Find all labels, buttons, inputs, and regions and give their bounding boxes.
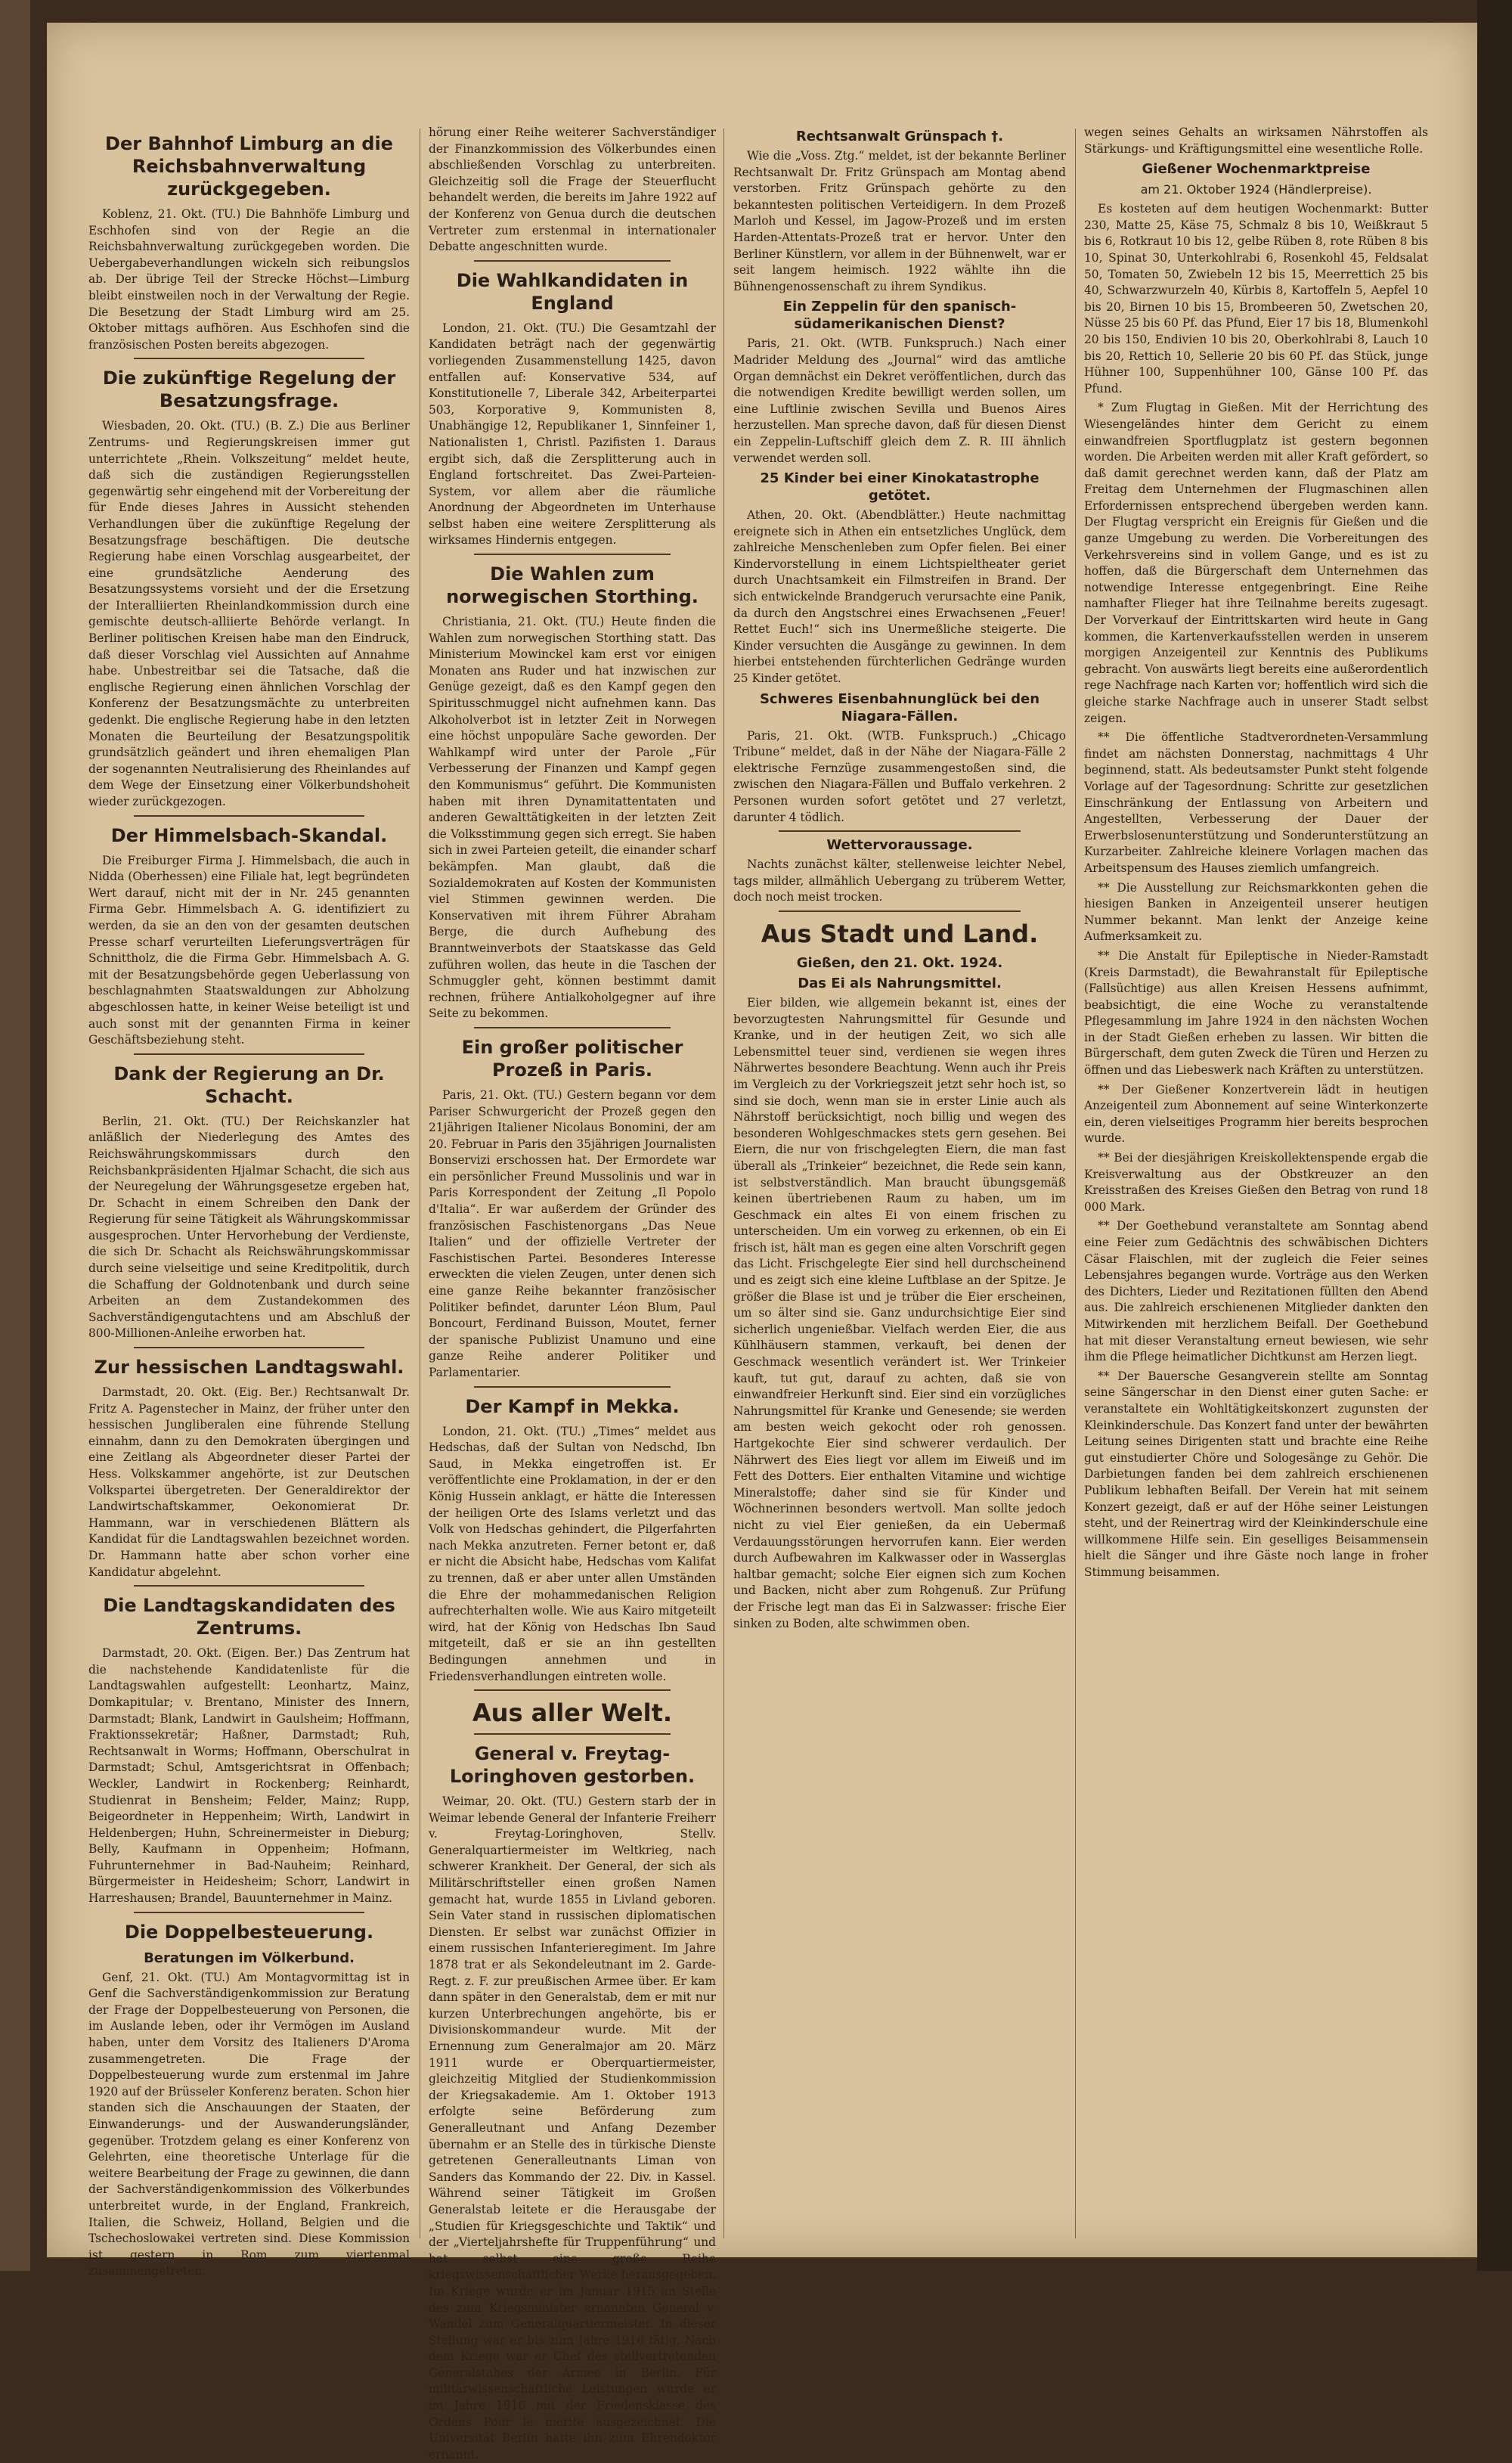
page-gutter-left <box>0 0 30 2271</box>
article-body: * Zum Flugtag in Gießen. Mit der Herrichtung des Wiesengeländes hinter dem Gericht zu einem einwandfreien Sportflugplatz ist gestern begonnen worden. Die Arbeiten werden mit aller Kraft gefördert, so daß damit gerechnet werden kann, daß der Platz am Freitag dem Unternehmen der Flugmaschinen allen Erfordernissen entsprechend übergeben werden kann. Der Flugtag verspricht ein Ereignis für Gießen und die ganze Umgebung zu werden. Die Vorbereitungen des Verkehrsvereins sind in vollem Gange, und es ist zu hoffen, daß die Bürgerschaft dem Unternehmen das notwendige Interesse entgegenbringt. Eine Reihe namhafter Flieger hat ihre Teilnahme bereits zugesagt. Der Vorverkauf der Eintrittskarten wird heute in Gang kommen, die Kartenverkaufsstellen werden in unserem morgigen Anzeigenteil zur Kenntnis des Publikums gebracht. Von auswärts liegt bereits eine außerordentlich rege Nachfrage nach Karten vor; hoffentlich wird sich die gleiche starke Nachfrage auch in unserer Stadt selbst zeigen. <box>1084 401 1428 725</box>
article-body: Weimar, 20. Okt. (TU.) Gestern starb der in Weimar lebende General der Infanterie Freiherr v. Freytag-Loringhoven, Stellv. Generalquartiermeister im Weltkrieg, nach schwerer Krankheit. Der General, der sich als Militärschriftsteller einen großen Namen gemacht hat, wurde 1855 in Livland geboren. Sein Vater stand in russischen diplomatischen Diensten. Er selbst war zunächst Offizier in einem russischen Infanterieregiment. Im Jahre 1878 trat er als Sekondeleutnant im 2. Garde-Regt. z. F. zur preußischen Armee über. Er kam dann später in den Generalstab, dem er mit nur kurzen Unterbrechungen angehörte, bis er Divisionskommandeur wurde. Mit der Ernennung zum Generalmajor am 20. März 1911 wurde er Oberquartiermeister, gleichzeitig Mitglied der Studienkommission der Kriegsakademie. Am 1. Oktober 1913 erfolgte seine Beförderung zum Generalleutnant und Anfang Dezember übernahm er an Stelle des in türkische Dienste getretenen Generalleutnants Liman von Sanders das Kommando der 22. Div. in Kassel. Während seiner Tätigkeit im Großen Generalstab leitete er die Herausgabe der „Studien für Kriegsgeschichte und Taktik“ und der „Vierteljahrshefte für Truppenführung“ und hat selbst eine große Reihe kriegswissenschaftlicher Werke herausgegeben. Im Kriege wurde er im Januar 1915 an Stelle des zum Kriegsminister ernannten General v. Wandel zum Generalquartiermeister. In dieser Stellung war er bis zum Jahre 1916 tätig. Nach dem Kriege war er Chef des stellvertretenden Generalstabes der Armee in Berlin. Für militärwissenschaftliche Leistungen wurde er im Jahre 1916 mit der Friedensklasse des Ordens Pour le mérite ausgezeichnet. Die Universität Berlin hatte ihn zum Ehrendoktor ernannt. <box>429 1795 716 2461</box>
article-body: Koblenz, 21. Okt. (TU.) Die Bahnhöfe Limburg und Eschhofen sind von der Regie an die Reichsbahnverwaltung zurückgegeben worden. Die Uebergabeverhandlungen wickeln sich reibungslos ab. Der übrige Teil der Strecke Höchst—Limburg bleibt einstweilen noch in der Verwaltung der Regie. Die Besetzung der Stadt Limburg wird am 25. Oktober mittags aufhören. Aus Eschhofen sind die französischen Posten bereits abgezogen. <box>88 207 410 352</box>
article-body: Paris, 21. Okt. (WTB. Funkspruch.) „Chicago Tribune“ meldet, daß in der Nähe der Niagara-Fälle 2 elektrische Fernzüge zusammengestoßen sind, die zwischen den Niagara-Fällen und Buffalo verkehren. 2 Personen wurden sofort getötet und 27 verletzt, darunter 4 tödlich. <box>733 728 1066 824</box>
divider <box>134 1347 364 1348</box>
section-title: Aus aller Welt. <box>472 1698 673 1728</box>
headline: General v. Freytag-Loringhoven gestorben. <box>449 1743 696 1788</box>
page-gutter-right <box>1477 0 1512 2271</box>
article-body: Wie die „Voss. Ztg.“ meldet, ist der bekannte Berliner Rechtsanwalt Dr. Fritz Grünspach am Montag abend verstorben. Fritz Grünspach gehörte zu den bekanntesten politischen Verteidigern. In dem Prozeß Marloh und Kessel, im Jagow-Prozeß und im ersten Harden-Attentats-Prozeß trat er hervor. Unter den Berliner Künstlern, vor allem in der Bühnenwelt, war er seit langem heimisch. 1922 wählte ihn die Bühnengenossenschaft zu ihrem Syndikus. <box>733 149 1066 293</box>
article-body: Nachts zunächst kälter, stellenweise leichter Nebel, tags milder, allmählich Uebergang zu trüberem Wetter, doch noch meist trocken. <box>733 858 1066 904</box>
article-body: Es kosteten auf dem heutigen Wochenmarkt: Butter 230, Matte 25, Käse 75, Schmalz 8 bis 10, Weißkraut 5 bis 6, Rotkraut 10 bis 12, gelbe Rüben 8, rote Rüben 8 bis 10, Spinat 30, Unterkohlrabi 6, Rosenkohl 45, Feldsalat 50, Tomaten 50, Zwiebeln 12 bis 15, Meerrettich 25 bis 40, Schwarzwurzeln 40, Kürbis 8, Kartoffeln 5, Aepfel 10 bis 20, Birnen 10 bis 15, Brombeeren 50, Zwetschen 20, Nüsse 25 bis 60 Pf. das Pfund, Eier 17 bis 18, Blumenkohl 20 bis 150, Endivien 10 bis 20, Oberkohlrabi 8, Lauch 10 bis 20, Rettich 10, Sellerie 20 bis 60 Pf. das Stück, junge Hühner 100, Suppenhühner 100, Gänse 100 Pf. das Pfund. <box>1084 202 1428 396</box>
divider <box>779 830 1021 832</box>
article-body: Wiesbaden, 20. Okt. (TU.) (B. Z.) Die aus Berliner Zentrums- und Regierungskreisen immer gut unterrichtete „Rhein. Volkszeitung“ meldet heute, daß sich die zuständigen Regierungsstellen gegenwärtig sehr eingehend mit der Vorbereitung der für Ende dieses Jahres in Aussicht stehenden Verhandlungen über die zukünftige Regelung der Besatzungsfrage beschäftigen. Die deutsche Regierung habe einen Vorschlag ausgearbeitet, der eine grundsätzliche Aenderung des Besatzungssystems vorsieht und der die Ersetzung der Interalliierten Rheinlandkommission durch eine gemischte deutsch-alliierte Behörde verlangt. In Berliner politischen Kreisen habe man den Eindruck, daß dieser Vorschlag viel Aussichten auf Annahme habe. Unbestreitbar sei die Tatsache, daß die englische Regierung einen ähnlichen Vorschlag der Konferenz der Besatzungsmächte zu unterbreiten gedenkt. Die englische Regierung habe in den letzten Monaten die Beurteilung der Besatzungspolitik grundsätzlich geändert und ihren ehemaligen Plan der sogenannten Neutralisierung des Rheinlandes auf dem Wege der Einsetzung einer Völkerbundshoheit wieder zurückgezogen. <box>88 419 410 808</box>
headline: Die Doppelbesteuerung. <box>124 1921 374 1943</box>
divider <box>474 554 671 555</box>
divider <box>134 1053 364 1055</box>
headline: Die Wahlen zum norwegischen Storthing. <box>446 563 699 608</box>
article-body: London, 21. Okt. (TU.) Die Gesamtzahl der Kandidaten beträgt nach der gegenwärtig vorliegenden Zusammenstellung 1425, davon entfallen auf: Konservative 534, auf Konstitutionelle 7, Liberale 342, Arbeiterpartei 503, Korporative 9, Kommunisten 8, Unabhängige 12, Republikaner 1, Sinnfeiner 1, Nationalisten 1, Christl. Pazifisten 1. Daraus ergibt sich, daß die Zersplitterung auch in England fortschreitet. Das Zwei-Parteien-System, vor allem aber die räumliche Anordnung der Abgeordneten im Unterhause selbst haben eine weitere Zersplitterung als wirksames Hindernis entgegen. <box>429 321 716 548</box>
article-body: Eier bilden, wie allgemein bekannt ist, eines der bevorzugtesten Nahrungsmittel für Gesunde und Kranke, und in der heutigen Zeit, wo sich alle Lebensmittel teuer sind, verdienen sie wegen ihres Nährwertes besondere Beachtung. Wenn auch ihr Preis im Vergleich zu der Vorkriegszeit jetzt sehr hoch ist, so sind sie doch, wenn man sie in erster Linie auch als Nährstoff berücksichtigt, noch billig und wegen des besonderen Wohlgeschmackes stets gern gesehen. Bei Eiern, die nur von frischgelegten Eiern, die man fast überall als „Trinkeier“ bezeichnet, die Rede sein kann, ist selbstverständlich. Man braucht übungsgemäß keinen übertriebenen Raum zu haben, um im Geschmack ein altes Ei von einem frischen zu unterscheiden. Um ein vorweg zu erkennen, ob ein Ei frisch ist, hält man es gegen eine alten Vorschrift gegen das Licht. Frischgelegte Eier sind hell durchscheinend und es zeigt sich eine kleine Luftblase an der Spitze. Je größer die Blase ist und je trüber die Eier erscheinen, um so älter sind sie. Ganz undurchsichtige Eier sind sicherlich ungenießbar. Vielfach werden Eier, die aus Kühlhäusern stammen, verkauft, bei denen der Geschmack wesentlich verändert ist. Wer Trinkeier kauft, tut gut, darauf zu achten, daß sie von einwandfreier Herkunft sind. Eier sind ein vorzügliches Nahrungsmittel für Kranke und Genesende; sie werden am besten weich gekocht oder roh genossen. Hartgekochte Eier sind schwerer verdaulich. Der Nährwert des Eies liegt vor allem im Eiweiß und im Fett des Dotters. Eier enthalten Vitamine und wichtige Mineralstoffe; daher sind sie für Kinder und Wöchnerinnen besonders wertvoll. Man sollte jedoch nicht zu viel Eier genießen, da ein Uebermaß Verdauungsstörungen hervorrufen kann. Eier werden durch Aufbewahren im Kalkwasser oder in Wasserglas haltbar gemacht; solche Eier eignen sich zum Kochen und Backen, nicht aber zum Rohgenuß. Zur Prüfung der Frische legt man das Ei in Salzwasser: frische Eier sinken zu Boden, alte schwimmen oben. <box>733 995 1066 1630</box>
headline: Der Bahnhof Limburg an die Reichsbahnverwaltung zurückgegeben. <box>105 133 393 200</box>
headline: 25 Kinder bei einer Kinokatastrophe getötet. <box>760 470 1040 504</box>
subheadline: Beratungen im Völkerbund. <box>144 1950 355 1966</box>
dateline: Gießen, den 21. Okt. 1924. <box>796 954 1003 971</box>
divider <box>474 260 671 262</box>
headline: Dank der Regierung an Dr. Schacht. <box>113 1062 385 1107</box>
subheadline: am 21. Oktober 1924 (Händlerpreise). <box>1140 182 1372 197</box>
article-body: ** Die öffentliche Stadtverordneten-Versammlung findet am nächsten Donnerstag, nachmittags 4 Uhr beginnend, statt. Als bedeutsamster Punkt steht folgende Vorlage auf der Tagesordnung: Schritte zur gesetzlichen Einschränkung der Entlassung von Arbeitern und Angestellten, Verbesserung der Dauer der Erwerbslosenunterstützung und Sonderunterstützung an Kurzarbeiter. Zahlreiche kleinere Vorlagen machen das Arbeitspensum des Hauses ziemlich umfangreich. <box>1084 731 1428 875</box>
article-body: London, 21. Okt. (TU.) „Times“ meldet aus Hedschas, daß der Sultan von Nedschd, Ibn Saud, in Mekka eingetroffen ist. Er veröffentlichte eine Proklamation, in der er den König Hussein anklagt, er hätte die Interessen der heiligen Orte des Islams verletzt und das Volk von Hedschas gehindert, die Pilgerfahrten nach Mekka anzutreten. Ferner betont er, daß er nicht die Absicht habe, Hedschas vom Kalifat zu trennen, daß er aber unter allen Umständen die Ehre der mohammedanischen Religion aufrechterhalten wolle. Wie aus Kairo mitgeteilt wird, hat der König von Hedschas Ibn Saud mitgeteilt, daß er sie an ihn gestellten Bedingungen annehmen und in Friedensverhandlungen eintreten wolle. <box>429 1424 716 1683</box>
divider <box>474 1733 671 1735</box>
article-body: Paris, 21. Okt. (TU.) Gestern begann vor dem Pariser Schwurgericht der Prozeß gegen den 21jährigen Italiener Nicolaus Bonomini, der am 20. Februar in Paris den 35jährigen Journalisten Bonservizi erschossen hat. Der Ermordete war ein persönlicher Freund Mussolinis und war in Paris Korrespondent der Zeitung „Il Popolo d'Italia“. Er war außerdem der Gründer des französischen Faschistenorgans „Das Neue Italien“ und der offizielle Vertreter der Faschistischen Partei. Besonderes Interesse erweckten die vielen Zeugen, unter denen sich eine ganze Reihe bekannter französischer Politiker befindet, darunter Léon Blum, Paul Boncourt, Ferdinand Buisson, Moutet, ferner der spanische Publizist Unamuno und eine ganze Reihe anderer Politiker und Parlamentarier. <box>429 1087 716 1379</box>
headline: Das Ei als Nahrungsmittel. <box>798 975 1002 991</box>
headline: Ein großer politischer Prozeß in Paris. <box>461 1036 683 1081</box>
article-body: ** Bei der diesjährigen Kreiskollektenspende ergab die Kreisverwaltung aus der Obstkreuzer an den Kreisstraßen des Kreises Gießen den Betrag von rund 18 000 Mark. <box>1084 1151 1428 1214</box>
divider <box>134 815 364 817</box>
headline: Gießener Wochenmarktpreise <box>1142 161 1371 178</box>
newspaper-page <box>47 23 1477 2461</box>
article-body: Genf, 21. Okt. (TU.) Am Montagvormittag ist in Genf die Sachverständigenkommission zur Beratung der Frage der Doppelbesteuerung von Personen, die im Auslande leben, oder ihr Vermögen im Ausland haben, unter dem Vorsitz des Italieners D'Aroma zusammengetreten. Die Frage der Doppelbesteuerung wurde zum erstenmal im Jahre 1920 auf der Brüsseler Konferenz beraten. Schon hier standen sich die Anschauungen der Staaten, der Einwanderungs- und der Auswanderungsländer, gegenüber. Trotzdem gelang es einer Konferenz von Gelehrten, eine theoretische Unterlage für die weitere Bearbeitung der Frage zu gewinnen, die dann der Sachverständigenkommission des Völkerbundes unterbreitet wurde, in der England, Frankreich, Italien, die Schweiz, Holland, Belgien und die Tschechoslowakei vertreten sind. Diese Kommission ist gestern in Rom zum viertenmal zusammengetreten. <box>88 1970 410 2278</box>
article-body: ** Die Ausstellung zur Reichsmarkkonten gehen die hiesigen Banken in Anzeigenteil unserer heutigen Nummer bekannt. Man lenkt der Anzeige keine Aufmerksamkeit zu. <box>1084 880 1428 944</box>
article-body: ** Der Bauersche Gesangverein stellte am Sonntag seine Sängerschar in den Dienst einer guten Sache: er veranstaltete ein Wohltätigkeitskonzert zugunsten der Kleinkinderschule. Das Konzert fand unter der bewährten Leitung seines Dirigenten statt und brachte eine Reihe gut einstudierter Chöre und Sologesänge zu Gehör. Die Darbietungen fanden bei dem zahlreich erschienenen Publikum lebhaften Beifall. Der Verein hat mit seinem Konzert gezeigt, daß er auf der Höhe seiner Leistungen steht, und der Reinertrag wird der Kleinkinderschule eine willkommene Hilfe sein. Ein geselliges Beisammensein hielt die Sänger und ihre Gäste noch lange in froher Stimmung beisammen. <box>1084 1369 1428 1579</box>
column-rule <box>723 129 724 2238</box>
headline: Die Landtagskandidaten des Zentrums. <box>103 1595 395 1639</box>
divider <box>779 910 1021 912</box>
column-2 <box>429 125 716 2461</box>
divider <box>134 1585 364 1587</box>
article-body: Paris, 21. Okt. (WTB. Funkspruch.) Nach einer Madrider Meldung des „Journal“ wird das amtliche Organ demnächst ein Dekret veröffentlichen, durch das die notwendigen Kredite bewilligt werden sollen, um eine Luftlinie zwischen Sevilla und Buenos Aires herzustellen. Man spreche davon, daß für diesen Dienst ein Zeppelin-Luftschiff gleich dem Z. R. III ähnlich verwendet werden soll. <box>733 337 1066 465</box>
headline: Zur hessischen Landtagswahl. <box>94 1357 404 1379</box>
headline: Ein Zeppelin für den spanisch-südamerikanischen Dienst? <box>782 299 1017 333</box>
divider <box>134 358 364 359</box>
article-body: Berlin, 21. Okt. (TU.) Der Reichskanzler hat anläßlich der Niederlegung des Amtes des Reichswährungskommissars durch den Reichsbankpräsidenten Hjalmar Schacht, die sich aus der Neuregelung der Währungsgesetze ergeben hat, Dr. Schacht in einem Schreiben den Dank der Regierung für seine Tätigkeit als Währungskommissar ausgesprochen. Unter Hervorhebung der Verdienste, die sich Dr. Schacht als Reichswährungskommissar durch seine vielseitige und seine Kreditpolitik, durch die Schaffung der Goldnotenbank und durch seine Arbeiten an dem Zustandekommen des Sachverständigengutachtens und am Abschluß der 800-Millionen-Anleihe erworben hat. <box>88 1114 411 1341</box>
headline: Wettervoraussage. <box>826 837 973 854</box>
article-body: Athen, 20. Okt. (Abendblätter.) Heute nachmittag ereignete sich in Athen ein entsetzliches Unglück, dem zahlreiche Menschenleben zum Opfer fielen. Bei einer Kindervorstellung in einem Lichtspieltheater geriet durch Unachtsamkeit ein Filmstreifen in Brand. Der sich entwickelnde Brandgeruch verursachte eine Panik, da durch den Angstschrei eines Erwachsenen „Feuer! Rettet Euch!“ sich ins Unermeßliche steigerte. Die Kinder versuchten die Ausgänge zu gewinnen. In dem hierbei entstehenden fürchterlichen Gedränge wurden 25 Kinder getötet. <box>733 508 1066 686</box>
headline: Die zukünftige Regelung der Besatzungsfrage. <box>102 368 396 412</box>
article-body: ** Der Goethebund veranstaltete am Sonntag abend eine Feier zum Gedächtnis des schwäbischen Dichters Cäsar Flaischlen, mit der zugleich die Feier seines Lebensjahres begangen wurde. Vorträge aus den Werken des Dichters, Lieder und Rezitationen füllten den Abend aus. Die zahlreich erschienenen Mitglieder dankten den Mitwirkenden mit herzlichem Beifall. Der Goethebund hat mit dieser Veranstaltung erneut bewiesen, wie sehr ihm die Pflege heimatlicher Dichtkunst am Herzen liegt. <box>1084 1219 1428 1364</box>
article-body: wegen seines Gehalts an wirksamen Nährstoffen als Stärkungs- und Kräftigungsmittel eine wesentliche Rolle. <box>1084 126 1428 156</box>
headline: Der Himmelsbach-Skandal. <box>110 824 388 846</box>
headline: Rechtsanwalt Grünspach †. <box>795 129 1004 144</box>
column-1 <box>88 125 411 2278</box>
column-rule <box>1075 129 1076 2238</box>
headline: Der Kampf in Mekka. <box>465 1395 680 1417</box>
divider <box>474 1386 671 1388</box>
divider <box>474 1689 671 1691</box>
divider <box>134 1912 364 1913</box>
article-body: Darmstadt, 20. Okt. (Eigen. Ber.) Das Zentrum hat die nachstehende Kandidatenliste für die Landtagswahlen aufgestellt: Leonhartz, Mainz, Domkapitular; v. Brentano, Minister des Innern, Darmstadt; Blank, Landwirt in Gaulsheim; Hoffmann, Fraktionssekretär; Haßner, Darmstadt; Ruh, Rechtsanwalt in Worms; Hoffmann, Oberschulrat in Darmstadt; Schul, Amtsgerichtsrat in Offenbach; Weckler, Landwirt in Rockenberg; Reinhardt, Studienrat in Bensheim; Felder, Mainz; Rupp, Beigeordneter in Heppenheim; Wirth, Landwirt in Heldenbergen; Huhn, Schreinermeister in Dieburg; Belly, Kaufmann in Oppenheim; Hofmann, Fuhrunternehmer in Bad-Nauheim; Reinhard, Bürgermeister in Heidesheim; Schorr, Landwirt in Harreshausen; Brandel, Bauunternehmer in Mainz. <box>88 1646 410 1906</box>
column-4 <box>1084 125 1428 2250</box>
article-body: hörung einer Reihe weiterer Sachverständiger der Finanzkommission des Völkerbundes einen abschließenden Vorschlag zu unterbreiten. Gleichzeitig soll die Frage der Steuerflucht behandelt werden, die bereits im Jahre 1922 auf der Konferenz von Genua durch die deutschen Vertreter zum erstenmal in internationaler Debatte angeschnitten wurde. <box>429 126 716 254</box>
column-3 <box>733 125 1066 2250</box>
section-title: Aus Stadt und Land. <box>761 919 1039 948</box>
article-body: ** Der Gießener Konzertverein lädt in heutigen Anzeigenteil zum Abonnement auf seine Winterkonzerte ein, deren vielseitiges Programm hier bereits besprochen wurde. <box>1084 1082 1428 1146</box>
article-body: Darmstadt, 20. Okt. (Eig. Ber.) Rechtsanwalt Dr. Fritz A. Pagenstecher in Mainz, der früher unter den hessischen Jungliberalen eine führende Stellung einnahm, dann zu den Demokraten übergingen und eine Zeitlang als Abgeordneter dieser Partei der Hess. Volkskammer angehörte, ist zur Deutschen Volkspartei übergetreten. Der Generaldirektor der Landwirtschaftskammer, Oekonomierat Dr. Hammann, war in verschiedenen Blättern als Kandidat für die Landtagswahlen bezeichnet worden. Dr. Hammann hatte aber schon vorher eine Kandidatur abgelehnt. <box>88 1385 410 1579</box>
article-body: Christiania, 21. Okt. (TU.) Heute finden die Wahlen zum norwegischen Storthing statt. Das Ministerium Mowinckel kam erst vor einigen Monaten ans Ruder und hat inzwischen zur Genüge gezeigt, daß es den Kampf gegen den Spiritusschmuggel nicht aufnehmen kann. Das Alkoholverbot ist in letzter Zeit in Norwegen eine höchst unpopuläre Sache geworden. Der Wahlkampf wird unter der Parole „Für Verbesserung der Finanzen und Kampf gegen den Kommunismus“ geführt. Die Kommunisten haben mit ihren Dynamitattentaten und anderen Gewalttätigkeiten in der letzten Zeit die Volksstimmung gegen sich erregt. Sie haben sich in zwei Parteien geteilt, die einander scharf bekämpfen. Man glaubt, daß die Sozialdemokraten auf Kosten der Kommunisten viel Stimmen gewinnen werden. Die Konservativen mit ihrem Führer Abraham Berge, die durch Aufhebung des Branntweinverbots der Staatskasse das Geld zuführen wollen, das heute in die Taschen der Schmuggler geht, können bestimmt damit rechnen, frühere Antialkoholgegner auf ihre Seite zu bekommen. <box>429 615 716 1021</box>
headline: Schweres Eisenbahnunglück bei den Niagara-Fällen. <box>759 690 1040 724</box>
divider <box>474 1027 671 1028</box>
headline: Die Wahlkandidaten in England <box>456 269 689 314</box>
article-body: ** Die Anstalt für Epileptische in Nieder-Ramstadt (Kreis Darmstadt), die Bewahranstalt für Epileptische (Fallsüchtige) aus allen Kreisen Hessens aufnimmt, beabsichtigt, die eine Woche zu veranstaltende Pflegesammlung im Jahre 1924 in den nächsten Wochen in der Stadt Gießen erheben zu lassen. Wir bitten die Bürgerschaft, dem guten Zweck die Türen und Herzen zu öffnen und das Liebeswerk nach Kräften zu unterstützen. <box>1084 948 1428 1078</box>
article-body: Die Freiburger Firma J. Himmelsbach, die auch in Nidda (Oberhessen) eine Filiale hat, legt begründeten Wert darauf, nicht mit der in Nr. 245 genannten Firma Gebr. Himmelsbach A. G. identifiziert zu werden, da sie an den von der gesamten deutschen Presse scharf verurteilten Lieferungsverträgen für Schnittholz, die die Firma Gebr. Himmelsbach A. G. mit der Besatzungsbehörde gegen Ueberlassung von beschlagnahmten Staatswaldungen zur Abholzung abgeschlossen hatte, in keiner Weise beteiligt ist und auch sonst mit der genannten Firma in keiner Geschäftsbeziehung steht. <box>88 853 410 1047</box>
